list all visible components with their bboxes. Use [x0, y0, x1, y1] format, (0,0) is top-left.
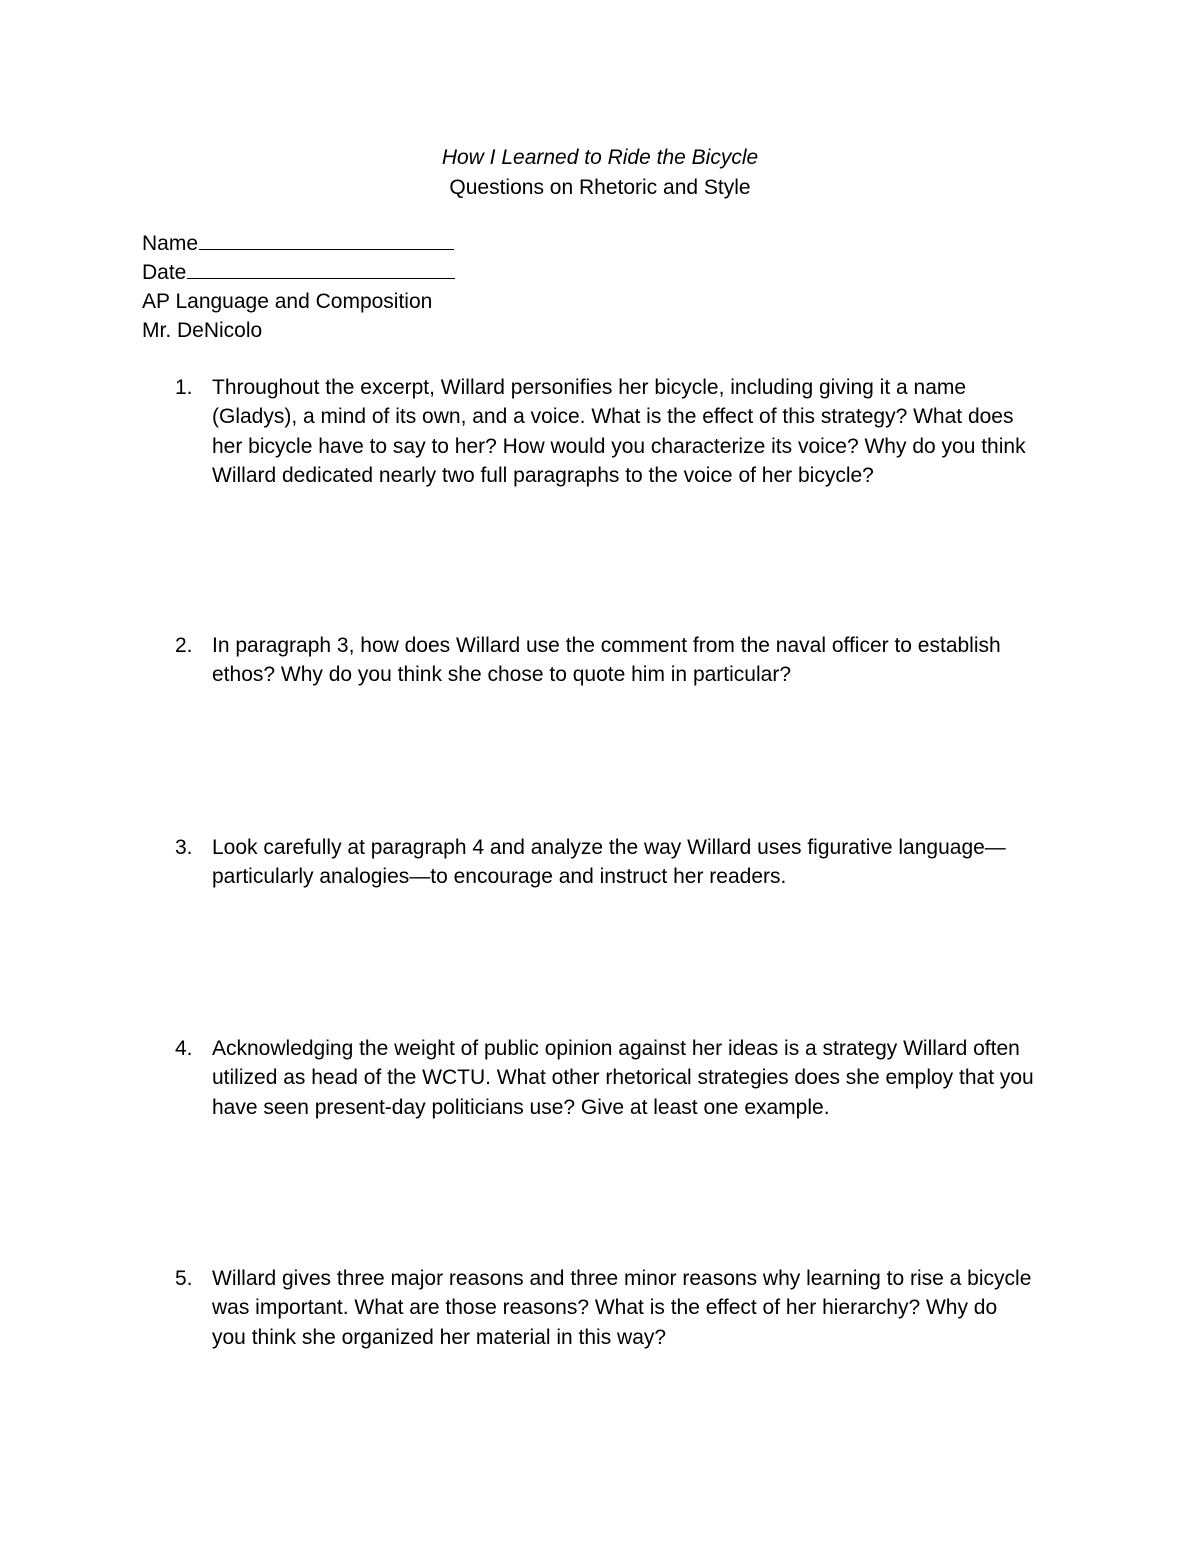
- student-info-block: [142, 229, 742, 345]
- question-number: 3.: [175, 836, 193, 859]
- title-block: [0, 143, 1200, 203]
- name-label: Name: [142, 232, 199, 255]
- question-line: particularly analogies—to encourage and instruct her readers.: [212, 865, 787, 889]
- question-line: have seen present-day politicians use? Give at least one example.: [212, 1095, 830, 1119]
- question-line: ethos? Why do you think she chose to quote him in particular?: [212, 663, 791, 687]
- document-subtitle: Questions on Rhetoric and Style: [449, 176, 751, 199]
- question-number: 4.: [175, 1037, 193, 1060]
- date-label: Date: [142, 261, 187, 284]
- question-number: 2.: [175, 634, 193, 657]
- question-line: was important. What are those reasons? What is the effect of her hierarchy? Why do: [212, 1296, 998, 1320]
- question-number: 5.: [175, 1267, 193, 1290]
- question-line: (Gladys), a mind of its own, and a voice. What is the effect of this strategy? What does: [212, 405, 1014, 429]
- question-text: [212, 1264, 1072, 1352]
- date-blank[interactable]: [187, 258, 455, 279]
- question-line: Willard dedicated nearly two full paragraphs to the voice of her bicycle?: [212, 463, 874, 487]
- name-line: [142, 229, 742, 258]
- document-title: How I Learned to Ride the Bicycle: [441, 146, 759, 169]
- question-line: Throughout the excerpt, Willard personifies her bicycle, including giving it a name: [212, 376, 967, 399]
- question-line: Willard gives three major reasons and three minor reasons why learning to rise a bicycle: [212, 1267, 1032, 1290]
- question-line: you think she organized her material in this way?: [212, 1325, 667, 1349]
- date-line: [142, 258, 742, 287]
- course-name: AP Language and Composition: [142, 290, 433, 313]
- question-text: [212, 833, 1072, 892]
- question-text: [212, 373, 1072, 490]
- question-line: Acknowledging the weight of public opinion against her ideas is a strategy Willard often: [212, 1037, 1020, 1060]
- name-blank[interactable]: [199, 229, 454, 250]
- question-number: 1.: [175, 376, 193, 399]
- question-line: In paragraph 3, how does Willard use the comment from the naval officer to establish: [212, 634, 1001, 657]
- question-text: [212, 631, 1072, 690]
- teacher-name: Mr. DeNicolo: [142, 319, 263, 342]
- question-line: Look carefully at paragraph 4 and analyze the way Willard uses figurative language—: [212, 836, 1006, 859]
- question-line: utilized as head of the WCTU. What other rhetorical strategies does she employ that you: [212, 1066, 1034, 1090]
- question-line: her bicycle have to say to her? How would you characterize its voice? Why do you think: [212, 434, 1026, 458]
- question-text: [212, 1034, 1072, 1122]
